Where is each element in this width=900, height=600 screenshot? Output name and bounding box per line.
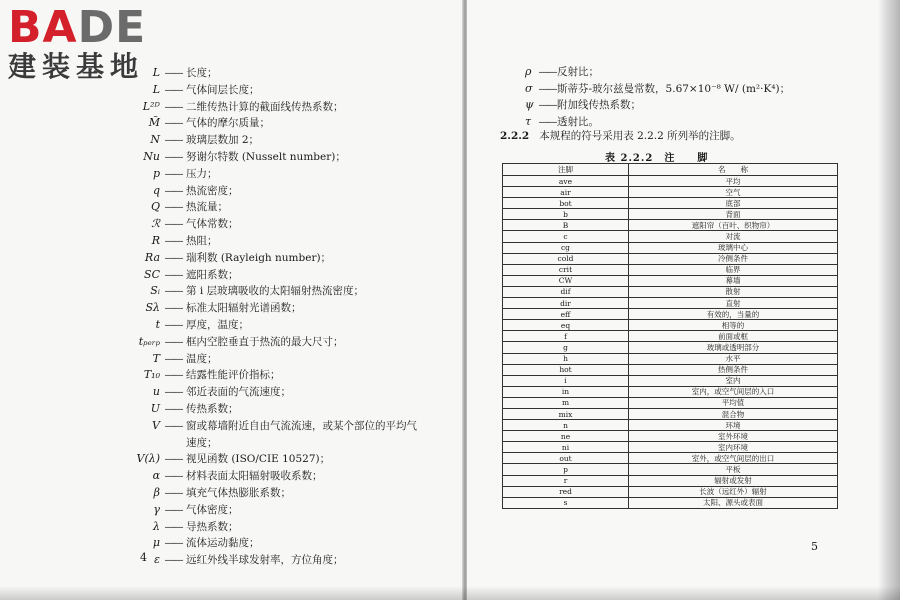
symbol-row xyxy=(0,82,460,99)
symbol-row xyxy=(0,183,460,200)
symbol: T xyxy=(152,351,160,365)
subscript-cell: cg xyxy=(503,242,629,253)
subscript-cell: h xyxy=(503,353,629,364)
symbol-row xyxy=(0,367,460,384)
table-row xyxy=(503,275,838,286)
symbol-definition: 遮阳系数； xyxy=(186,268,239,281)
meaning-cell: 直射 xyxy=(629,298,838,309)
logo-wordmark xyxy=(8,2,178,53)
symbol: γ xyxy=(153,502,160,516)
em-dash: —— xyxy=(164,335,182,348)
table-header-row xyxy=(503,164,838,176)
symbol-definition: 远红外线半球发射率，方位角度； xyxy=(186,554,344,567)
symbol-row xyxy=(0,115,460,132)
clause-text: 本规程的符号采用表 2.2.2 所列举的注脚。 xyxy=(539,130,741,142)
symbol-definition: 透射比。 xyxy=(557,115,599,128)
table-row xyxy=(503,231,838,242)
meaning-cell: 有效的，当量的 xyxy=(629,309,838,320)
symbol: α xyxy=(152,469,160,483)
meaning-cell: 室外环境 xyxy=(629,431,838,442)
em-dash: —— xyxy=(538,66,556,78)
meaning-cell: 室外，或空气间层的出口 xyxy=(629,453,838,464)
symbol-row xyxy=(0,317,460,334)
em-dash: —— xyxy=(164,352,182,365)
subscript-cell: p xyxy=(503,464,629,475)
logo-subtitle: 建装基地 xyxy=(8,50,145,83)
symbol-definition: 标准太阳辐射光谱函数； xyxy=(186,302,302,315)
symbol-row xyxy=(0,351,460,368)
em-dash: —— xyxy=(164,234,182,247)
em-dash: —— xyxy=(538,99,556,111)
meaning-cell: 底部 xyxy=(629,198,838,209)
meaning-cell: 相等的 xyxy=(629,320,838,331)
meaning-cell: 冷侧条件 xyxy=(629,253,838,264)
em-dash: —— xyxy=(164,201,182,214)
symbol: L²ᴰ xyxy=(142,99,160,113)
page-number-left: 4 xyxy=(140,551,147,564)
meaning-cell: 背面 xyxy=(629,209,838,220)
symbol: L xyxy=(152,66,160,79)
subscript-cell: CW xyxy=(503,275,629,286)
subscript-cell: hot xyxy=(503,364,629,375)
em-dash: —— xyxy=(164,453,182,466)
symbol-definition: 二维传热计算的截面线传热系数； xyxy=(186,100,344,113)
subscript-cell: ave xyxy=(503,176,629,187)
symbol-row xyxy=(0,552,460,569)
meaning-cell: 遮阳帘（百叶、织物帘） xyxy=(629,220,838,231)
meaning-cell: 对流 xyxy=(629,231,838,242)
meaning-cell: 室内 xyxy=(629,375,838,386)
symbol-definition: 反射比； xyxy=(557,66,599,78)
symbol-definition: 压力； xyxy=(186,167,218,180)
table-row xyxy=(503,464,838,475)
symbol-row xyxy=(0,233,460,250)
bottom-shadow xyxy=(0,586,900,600)
symbol-row xyxy=(0,65,460,82)
subscript-cell: air xyxy=(503,187,629,198)
symbol-definition: 温度； xyxy=(186,352,218,365)
symbol-definition: 气体密度； xyxy=(186,503,239,516)
table-row xyxy=(503,286,838,297)
subscript-cell: mix xyxy=(503,408,629,419)
subscript-cell: m xyxy=(503,397,629,408)
symbol-row xyxy=(0,166,460,183)
em-dash: —— xyxy=(164,134,182,147)
meaning-cell: 前面或框 xyxy=(629,331,838,342)
symbol-row xyxy=(0,216,460,233)
table-row xyxy=(503,320,838,331)
symbol-row xyxy=(0,99,460,116)
em-dash: —— xyxy=(164,184,182,197)
table-row xyxy=(503,187,838,198)
meaning-cell: 幕墙 xyxy=(629,275,838,286)
em-dash: —— xyxy=(164,100,182,113)
symbol-definition: 长度； xyxy=(186,67,218,79)
subscript-cell: ni xyxy=(503,442,629,453)
table-row xyxy=(503,220,838,231)
em-dash: —— xyxy=(164,302,182,315)
symbol-definition: 气体常数； xyxy=(186,218,239,231)
subscript-cell: n xyxy=(503,420,629,431)
symbol-definition: 导热系数； xyxy=(186,520,239,533)
symbol-row xyxy=(0,401,460,418)
em-dash: —— xyxy=(164,218,182,231)
table-body xyxy=(503,176,838,509)
em-dash: —— xyxy=(164,369,182,382)
symbol: u xyxy=(152,385,160,399)
meaning-cell: 散射 xyxy=(629,286,838,297)
symbol-definition: 邻近表面的气流速度； xyxy=(186,386,291,399)
subscript-cell: f xyxy=(503,331,629,342)
em-dash: —— xyxy=(164,419,182,432)
symbol-definition: 框内空腔垂直于热流的最大尺寸； xyxy=(186,335,344,348)
symbol: μ xyxy=(152,536,160,550)
symbol-row xyxy=(525,97,865,114)
table-row xyxy=(503,408,838,419)
em-dash: —— xyxy=(164,150,182,163)
symbol-definition: 瑞利数 (Rayleigh number)； xyxy=(186,251,332,264)
symbol: ℛ xyxy=(151,217,160,231)
symbol-row xyxy=(0,468,460,485)
table-row xyxy=(503,375,838,386)
em-dash: —— xyxy=(164,83,182,96)
em-dash: —— xyxy=(164,386,182,399)
meaning-cell: 环境 xyxy=(629,420,838,431)
symbol-definition: 气体间层长度； xyxy=(186,83,260,96)
subscript-table xyxy=(502,163,838,509)
symbol-row xyxy=(0,283,460,300)
symbol: V(λ) xyxy=(136,452,160,466)
symbol: tₚₑᵣₚ xyxy=(138,334,160,348)
em-dash: —— xyxy=(164,486,182,499)
table-row xyxy=(503,309,838,320)
symbol-definition: 斯蒂芬-玻尔兹曼常数，5.67×10⁻⁸ W/ (m²·K⁴)； xyxy=(557,82,791,95)
subscript-cell: b xyxy=(503,209,629,220)
meaning-cell: 平板 xyxy=(629,464,838,475)
meaning-cell: 太阳、源头或表面 xyxy=(629,497,838,508)
symbol-definition: 热流量； xyxy=(186,201,228,214)
symbol-row xyxy=(0,519,460,536)
table-row xyxy=(503,431,838,442)
subscript-cell: eff xyxy=(503,309,629,320)
symbol: M̃ xyxy=(148,116,160,130)
table-row xyxy=(503,497,838,508)
symbol-definition: 努谢尔特数 (Nusselt number)； xyxy=(186,150,346,163)
em-dash: —— xyxy=(164,554,182,567)
symbol: τ xyxy=(525,114,532,128)
symbol: ψ xyxy=(525,98,534,111)
meaning-cell: 室内，或空气间层的入口 xyxy=(629,386,838,397)
table-row xyxy=(503,198,838,209)
table-row xyxy=(503,442,838,453)
symbol-definition: 窗或幕墙附近自由气流流速，或某个部位的平均气 xyxy=(186,419,417,432)
table-row xyxy=(503,331,838,342)
symbol: β xyxy=(153,485,160,499)
meaning-cell: 临界 xyxy=(629,264,838,275)
symbol: t xyxy=(155,317,160,331)
symbol-row xyxy=(0,502,460,519)
meaning-cell: 玻璃或透明部分 xyxy=(629,342,838,353)
symbol-row xyxy=(525,64,865,81)
symbol-definition: 热流密度； xyxy=(186,184,239,197)
symbol: λ xyxy=(153,519,160,533)
em-dash: —— xyxy=(164,167,182,180)
table-row xyxy=(503,264,838,275)
meaning-cell: 平均 xyxy=(629,176,838,187)
symbol-definition: 玻璃层数加 2； xyxy=(186,134,260,147)
symbol-list-right xyxy=(525,64,865,130)
symbol-definition: 第 i 层玻璃吸收的太阳辐射热流密度； xyxy=(186,285,365,298)
symbol-row xyxy=(0,199,460,216)
symbol: Nu xyxy=(143,149,160,163)
symbol: L xyxy=(152,82,160,96)
symbol-definition: 材料表面太阳辐射吸收系数； xyxy=(186,470,323,483)
symbol: Ra xyxy=(144,250,160,264)
symbol-definition: 厚度，温度； xyxy=(186,318,249,331)
em-dash: —— xyxy=(164,251,182,264)
subscript-cell: B xyxy=(503,220,629,231)
symbol: Sλ xyxy=(145,301,160,315)
em-dash: —— xyxy=(164,402,182,415)
symbol: q xyxy=(152,183,160,197)
symbol: U xyxy=(150,401,160,415)
subscript-cell: i xyxy=(503,375,629,386)
table-row xyxy=(503,397,838,408)
em-dash: —— xyxy=(538,82,556,95)
symbol-definition: 气体的摩尔质量； xyxy=(186,117,270,130)
symbol: SC xyxy=(144,267,160,281)
table-row xyxy=(503,353,838,364)
symbol-row xyxy=(0,300,460,317)
subscript-cell: dif xyxy=(503,286,629,297)
symbol-row xyxy=(0,267,460,284)
table-row xyxy=(503,486,838,497)
table-row xyxy=(503,364,838,375)
symbol: T₁₀ xyxy=(143,368,160,382)
table-row xyxy=(503,420,838,431)
table-header-meaning: 名 称 xyxy=(629,164,838,176)
symbol-definition: 视见函数 (ISO/CIE 10527)； xyxy=(186,453,331,466)
symbol-row xyxy=(0,418,460,435)
symbol: ρ xyxy=(525,65,532,78)
em-dash: —— xyxy=(164,520,182,533)
clause-number: 2.2.2 xyxy=(500,130,530,142)
table-row xyxy=(503,453,838,464)
page-edge-shadow xyxy=(878,0,900,600)
symbol-definition: 结露性能评价指标； xyxy=(186,369,281,382)
symbol-definition: 热阻； xyxy=(186,234,218,247)
em-dash: —— xyxy=(164,268,182,281)
meaning-cell: 辐射或发射 xyxy=(629,475,838,486)
symbol: p xyxy=(152,166,160,180)
subscript-cell: ne xyxy=(503,431,629,442)
subscript-cell: g xyxy=(503,342,629,353)
subscript-cell: bot xyxy=(503,198,629,209)
em-dash: —— xyxy=(164,503,182,516)
subscript-cell: in xyxy=(503,386,629,397)
table-row xyxy=(503,475,838,486)
symbol-row xyxy=(0,485,460,502)
logo-grey-part: DE xyxy=(77,2,147,53)
meaning-cell: 长波（远红外）辐射 xyxy=(629,486,838,497)
subscript-cell: red xyxy=(503,486,629,497)
symbol-row xyxy=(0,149,460,166)
meaning-cell: 平均值 xyxy=(629,397,838,408)
symbol-definition: 填充气体热膨胀系数； xyxy=(186,486,291,499)
em-dash: —— xyxy=(538,115,556,128)
em-dash: —— xyxy=(164,285,182,298)
em-dash: —— xyxy=(164,117,182,130)
subscript-cell: r xyxy=(503,475,629,486)
symbol-definition: 流体运动黏度； xyxy=(186,537,260,550)
table-row xyxy=(503,298,838,309)
subscript-cell: c xyxy=(503,231,629,242)
subscript-cell: eq xyxy=(503,320,629,331)
em-dash: —— xyxy=(164,470,182,483)
symbol-list-left xyxy=(0,65,460,569)
meaning-cell: 热侧条件 xyxy=(629,364,838,375)
logo-red-part: BA xyxy=(8,2,78,53)
em-dash: —— xyxy=(164,537,182,550)
table-row xyxy=(503,209,838,220)
meaning-cell: 室内环境 xyxy=(629,442,838,453)
table-row xyxy=(503,342,838,353)
table-header-subscript: 注脚 xyxy=(503,164,629,176)
symbol: ε xyxy=(154,553,160,567)
meaning-cell: 混合物 xyxy=(629,408,838,419)
symbol-row xyxy=(0,334,460,351)
table-row xyxy=(503,253,838,264)
symbol-row xyxy=(0,132,460,149)
subscript-cell: out xyxy=(503,453,629,464)
symbol: Q xyxy=(150,200,160,214)
em-dash: —— xyxy=(164,67,182,79)
symbol-definition: 附加线传热系数； xyxy=(557,99,641,111)
symbol: σ xyxy=(525,81,533,95)
symbol: R xyxy=(151,233,160,247)
em-dash: —— xyxy=(164,318,182,331)
symbol-definition: 传热系数； xyxy=(186,402,239,415)
meaning-cell: 水平 xyxy=(629,353,838,364)
symbol-row xyxy=(0,451,460,468)
symbol: V xyxy=(152,418,160,432)
symbol-row xyxy=(525,81,865,98)
symbol-definition-continuation: 速度； xyxy=(186,436,218,449)
subscript-cell: crit xyxy=(503,264,629,275)
table-row xyxy=(503,386,838,397)
subscript-cell: s xyxy=(503,497,629,508)
table-row xyxy=(503,176,838,187)
symbol: Sᵢ xyxy=(150,284,160,298)
meaning-cell: 玻璃中心 xyxy=(629,242,838,253)
symbol-row xyxy=(0,384,460,401)
subscript-cell: cold xyxy=(503,253,629,264)
symbol-row xyxy=(0,250,460,267)
clause-2-2-2 xyxy=(500,128,741,143)
meaning-cell: 空气 xyxy=(629,187,838,198)
table-caption: 表 2.2.2 注 脚 xyxy=(605,153,709,164)
symbol: N xyxy=(150,133,160,147)
table-row xyxy=(503,242,838,253)
page-number-right: 5 xyxy=(811,540,818,553)
subscript-cell: dir xyxy=(503,298,629,309)
symbol-row xyxy=(0,535,460,552)
